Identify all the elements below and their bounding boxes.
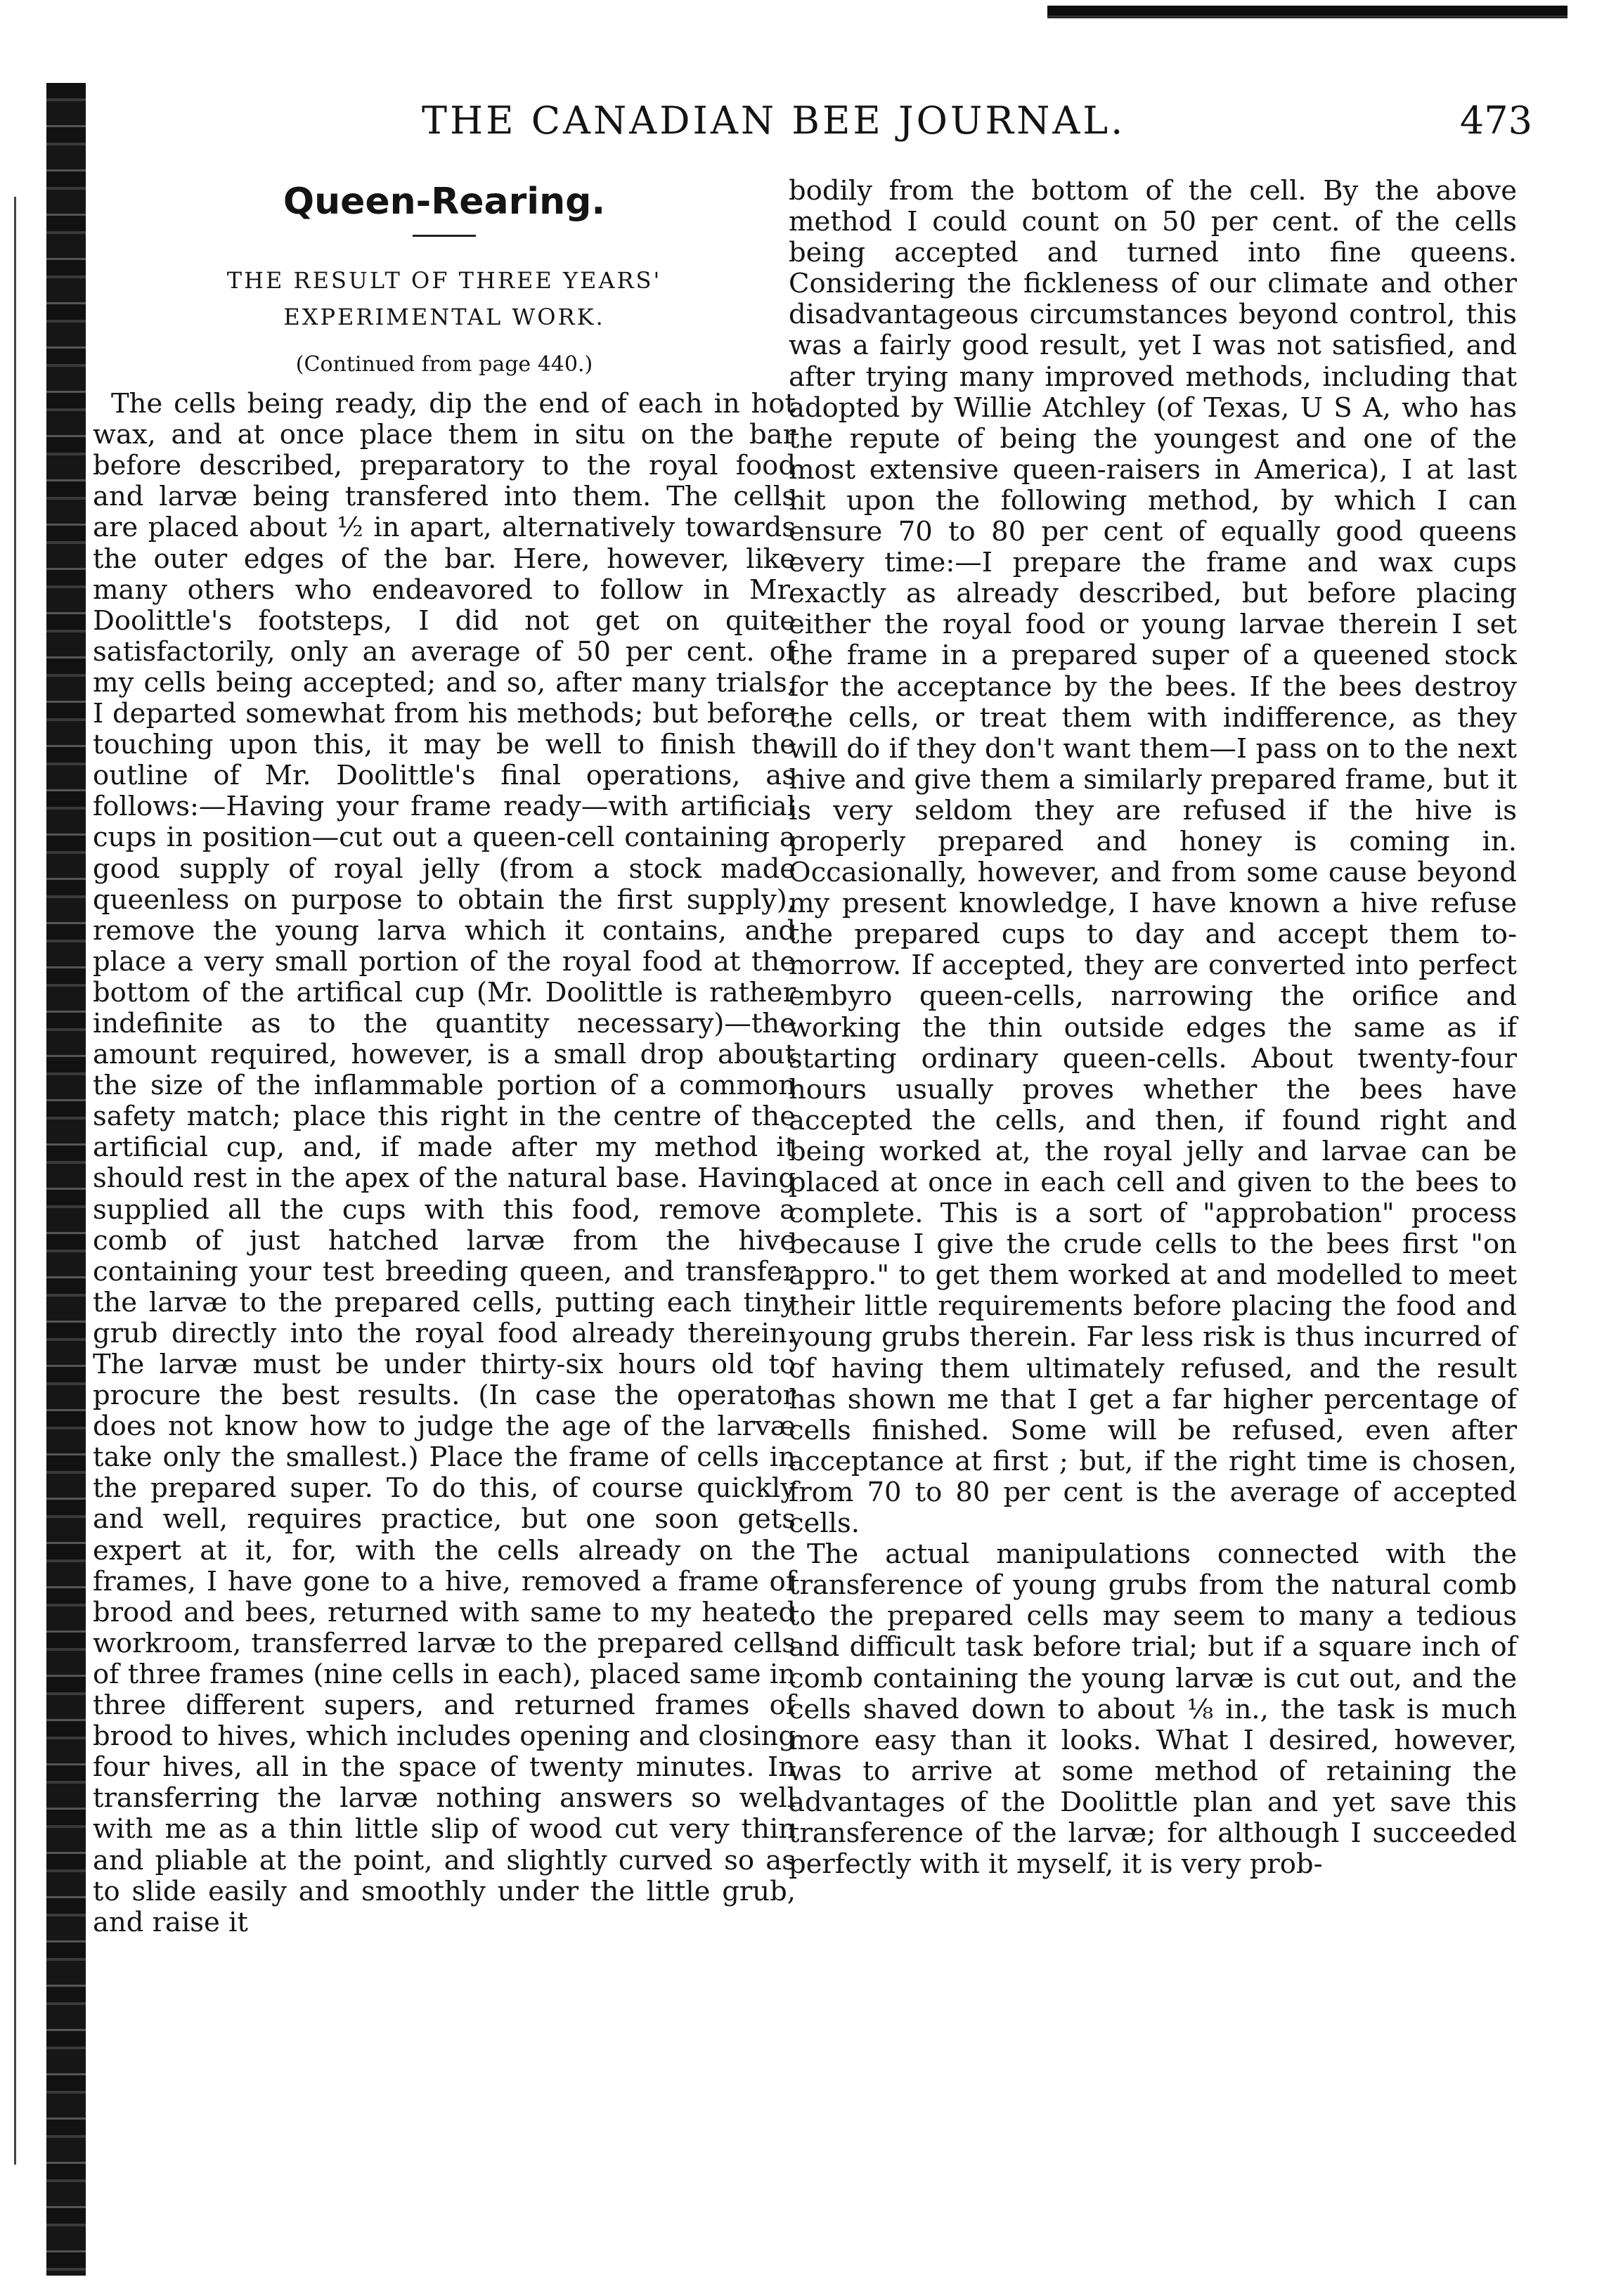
continued-note: (Continued from page 440.) xyxy=(295,352,593,377)
journal-title: THE CANADIAN BEE JOURNAL. xyxy=(422,98,1126,143)
body-paragraph: bodily from the bottom of the cell. By the above method I could count on 50 per cent. of the cells being accepted and turned into fine queens. Considering the fickleness of our climate and other disadvantageous circumstances beyond control, this was a fairly good result, yet I was not satisfied, and after trying many improved methods, including that adopted by Willie Atchley (of Texas, U S A, who has the repute of being the youngest and one of the most extensive queen-raisers in America), I at last hit upon the following method, by which I can ensure 70 to 80 per cent of equally good queens every time:—I prepare the frame and wax cups exactly as already described, but before placing either the royal food or young larvae therein I set the frame in a prepared super of a queened stock for the acceptance by the bees. If the bees destroy the cells, or treat them with indifference, as they will do if they don't want them—I pass on to the next hive and give them a similarly prepared frame, but it is very seldom they are refused if the hive is properly prepared and honey is coming in. Occasionally, however, and from some cause beyond my present knowledge, I have known a hive refuse the prepared cups to day and accept them to-morrow. If accepted, they are converted into perfect embyro queen-cells, narrowing the orifice and working the thin outside edges the same as if starting ordinary queen-cells. About twenty-four hours usually proves whether the bees have accepted the cells, and then, if found right and being worked at, the royal jelly and larvae can be placed at once in each cell and given to the bees to complete. This is a sort of "approbation" process because I give the crude cells to the bees first "on appro." to get them worked at and modelled to meet their little requirements before placing the food and young grubs therein. Far less risk is thus incurred of of having them ultimately refused, and the result has shown me that I get a far higher percentage of cells finished. Some will be refused, even after acceptance at first ; but, if the right time is chosen, from 70 to 80 per cent is the average of accepted cells. xyxy=(789,175,1517,1540)
top-rule-underline xyxy=(1047,15,1567,18)
binding-shadow xyxy=(46,83,86,2276)
body-paragraph: The actual manipulations connected with the transference of young grubs from the natural comb to the prepared cells may seem to many a tedious and difficult task before trial; but if a square inch of comb containing the young larvæ is cut out, and the cells shaved down to about ⅛ in., the task is much more easy than it looks. What I desired, however, was to arrive at some method of retaining the advantages of the Doolittle plan and yet save this transference of the larvæ; for although I succeeded perfectly with it myself, it is very prob- xyxy=(789,1538,1517,1881)
title-rule xyxy=(413,235,476,237)
article-title: Queen-Rearing. xyxy=(283,181,606,223)
running-head xyxy=(422,98,1532,148)
page-number: 473 xyxy=(1459,98,1532,143)
binding-edge-line xyxy=(14,197,16,2165)
right-column xyxy=(789,176,1517,1880)
article-subtitle: THE RESULT OF THREE YEARS' EXPERIMENTAL WORK. xyxy=(226,267,662,330)
left-column xyxy=(93,176,796,1938)
body-paragraph: The cells being ready, dip the end of each in hot wax, and at once place them in situ on the bar before described, preparatory to the royal food and larvæ being transfered into them. The cells are placed about ½ in apart, alternatively towards the outer edges of the bar. Here, however, like many others who endeavored to follow in Mr. Doolittle's footsteps, I did not get on quite satisfactorily, only an average of 50 per cent. of my cells being accepted; and so, after many trials, I departed somewhat from his methods; but before touching upon this, it may be well to finish the outline of Mr. Doolittle's final operations, as follows:—Having your frame ready—with artificial cups in position—cut out a queen-cell containing a good supply of royal jelly (from a stock made queenless on purpose to obtain the first supply), remove the young larva which it contains, and place a very small portion of the royal food at the bottom of the artifical cup (Mr. Doolittle is rather indefinite as to the quantity necessary)—the amount required, however, is a small drop about the size of the inflammable portion of a common safety match; place this right in the centre of the artificial cup, and, if made after my method it should rest in the apex of the natural base. Having supplied all the cups with this food, remove a comb of just hatched larvæ from the hive containing your test breeding queen, and transfer the larvæ to the prepared cells, putting each tiny grub directly into the royal food already therein. The larvæ must be under thirty-six hours old to procure the best results. (In case the operator does not know how to judge the age of the larvæ take only the smallest.) Place the frame of cells in the prepared super. To do this, of course quickly and well, requires practice, but one soon gets expert at it, for, with the cells already on the frames, I have gone to a hive, removed a frame of brood and bees, returned with same to my heated workroom, transferred larvæ to the prepared cells of three frames (nine cells in each), placed same in three different supers, and returned frames of brood to hives, which includes opening and closing four hives, all in the space of twenty minutes. In transferring the larvæ nothing answers so well with me as a thin little slip of wood cut very thin and pliable at the point, and slightly curved so as to slide easily and smoothly under the little grub, and raise it xyxy=(93,388,796,1938)
